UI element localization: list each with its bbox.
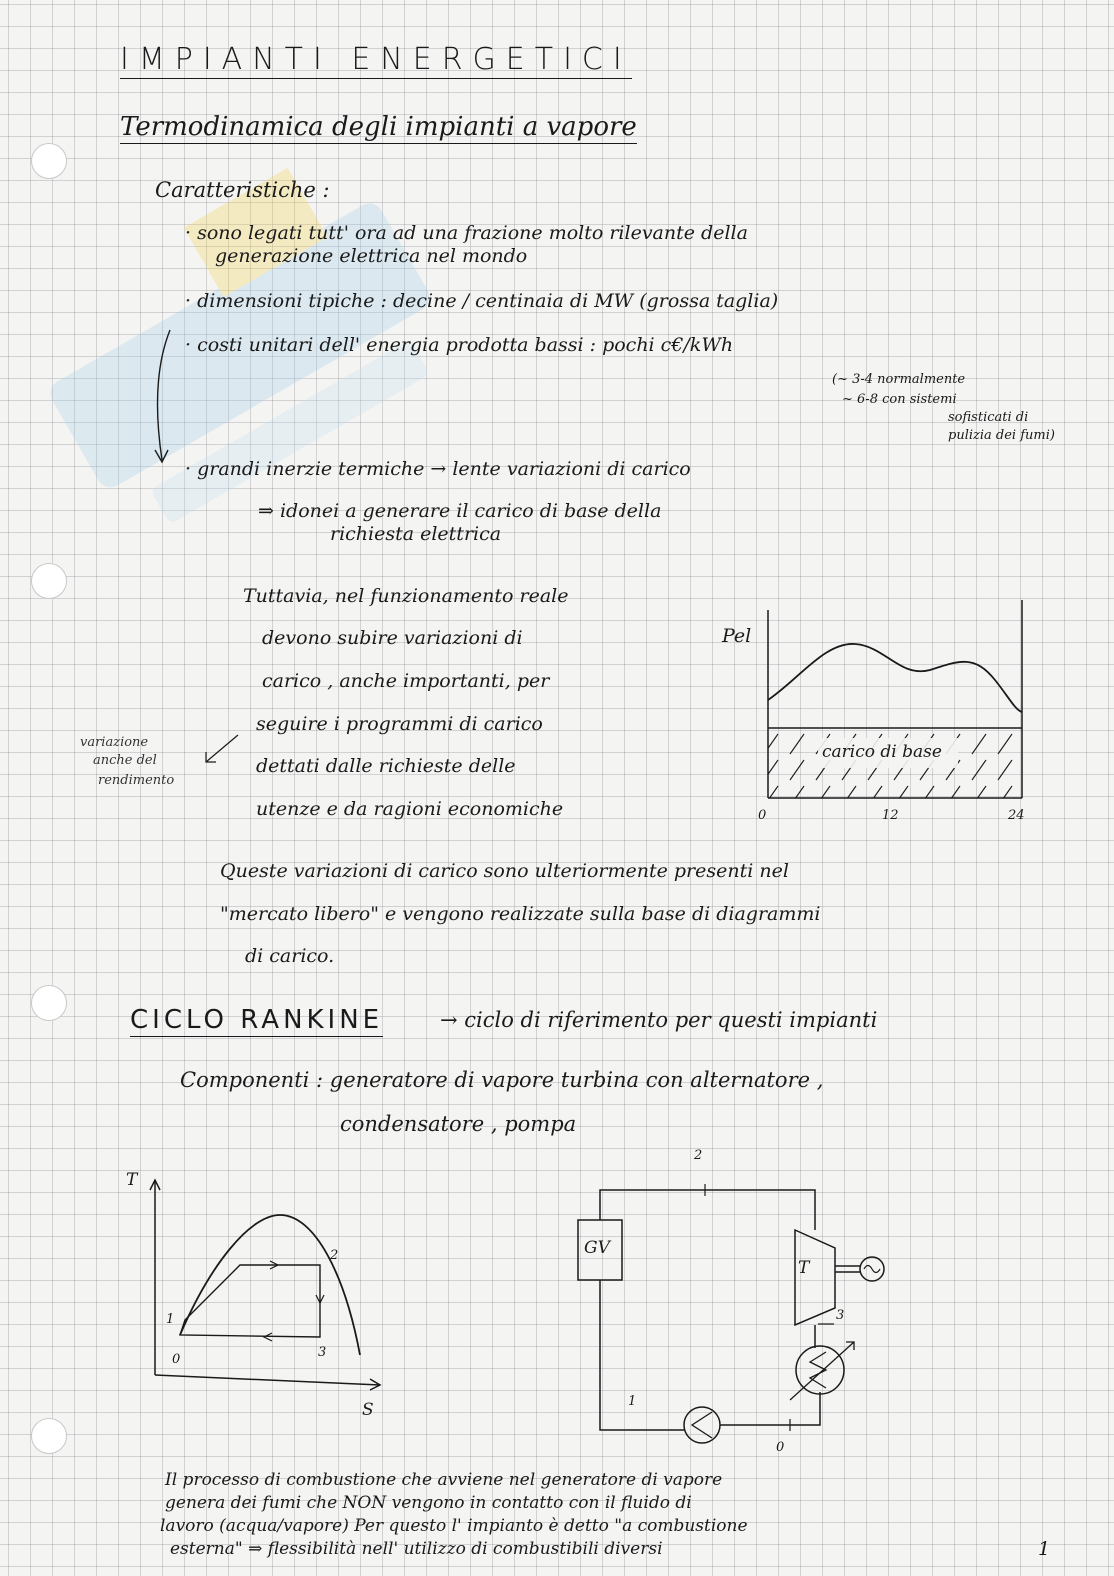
turbine-label: T xyxy=(798,1258,810,1278)
rankine-reference: → ciclo di riferimento per questi impianti xyxy=(440,1008,878,1032)
section-heading-steam-plants: Termodinamica degli impianti a vapore xyxy=(120,112,637,142)
plant-point-1: 1 xyxy=(628,1394,637,1409)
condenser-symbol xyxy=(796,1346,844,1394)
ts-point-1: 1 xyxy=(166,1312,175,1327)
gv-label: GV xyxy=(584,1238,610,1258)
rankine-cycle xyxy=(180,1265,320,1337)
para-line-2: "mercato libero" e vengono realizzate sulla base di diagrammi xyxy=(220,903,821,925)
cost-note-4: pulizia dei fumi) xyxy=(948,428,1055,443)
pump-symbol xyxy=(684,1407,720,1443)
plant-point-3: 3 xyxy=(836,1308,845,1323)
section-heading-rankine: CICLO RANKINE xyxy=(130,1005,384,1035)
bullet-1-line-2: generazione elettrica nel mondo xyxy=(215,245,528,267)
punch-hole-3 xyxy=(31,985,67,1021)
ts-x-axis xyxy=(155,1375,380,1385)
ts-point-0: 0 xyxy=(172,1352,181,1367)
cost-note-1: (~ 3-4 normalmente xyxy=(832,372,966,387)
ts-point-2: 2 xyxy=(330,1248,339,1263)
however-line-6: utenze e da ragioni economiche xyxy=(256,798,564,820)
base-load-label: carico di base xyxy=(822,742,942,762)
bullet-4-line-2: ⇒ idonei a generare il carico di base della xyxy=(258,500,662,522)
bottom-line-3: lavoro (acqua/vapore) Per questo l' impianto è detto "a combustione xyxy=(160,1516,748,1536)
cost-note-3: sofisticati di xyxy=(948,410,1029,425)
load-chart-tick-12: 12 xyxy=(882,808,899,823)
ts-point-3: 3 xyxy=(318,1345,327,1360)
page-title: IMPIANTI ENERGETICI xyxy=(120,42,632,77)
punch-hole-2 xyxy=(31,563,67,599)
punch-hole-1 xyxy=(31,143,67,179)
however-line-3: carico , anche importanti, per xyxy=(262,670,550,692)
ts-x-axis-label: S xyxy=(362,1400,374,1420)
load-chart-tick-24: 24 xyxy=(1008,808,1025,823)
bracket-arrow xyxy=(140,320,200,470)
load-chart-ylabel: Pel xyxy=(722,625,752,647)
load-chart-tick-0: 0 xyxy=(758,808,767,823)
para-line-1: Queste variazioni di carico sono ulteriormente presenti nel xyxy=(220,860,789,882)
bullet-4-line-1: · grandi inerzie termiche → lente variazioni di carico xyxy=(185,458,691,480)
load-curve xyxy=(768,644,1022,712)
side-note-arrow xyxy=(198,730,248,770)
bullet-2: · dimensioni tipiche : decine / centinaia di MW (grossa taglia) xyxy=(185,290,779,312)
feedwater-line xyxy=(600,1280,685,1430)
however-line-5: dettati dalle richieste delle xyxy=(256,755,516,777)
cost-note-2: ~ 6-8 con sistemi xyxy=(842,392,957,407)
plant-point-0: 0 xyxy=(776,1440,785,1455)
components-line-2: condensatore , pompa xyxy=(340,1112,577,1136)
subheading-characteristics: Caratteristiche : xyxy=(155,178,330,202)
components-line-1: Componenti : generatore di vapore turbina con alternatore , xyxy=(180,1068,824,1092)
bottom-line-1: Il processo di combustione che avviene nel generatore di vapore xyxy=(165,1470,723,1490)
side-note-3: rendimento xyxy=(98,773,175,788)
punch-hole-4 xyxy=(31,1418,67,1454)
plant-point-2: 2 xyxy=(694,1148,703,1163)
bullet-4-line-3: richiesta elettrica xyxy=(330,523,502,545)
load-chart xyxy=(760,600,1030,810)
side-note-1: variazione xyxy=(80,735,149,750)
however-line-4: seguire i programmi di carico xyxy=(256,713,543,735)
however-line-1: Tuttavia, nel funzionamento reale xyxy=(243,585,569,607)
condensate-line xyxy=(720,1392,820,1425)
however-line-2: devono subire variazioni di xyxy=(262,627,523,649)
ts-y-axis-label: T xyxy=(126,1170,138,1190)
bullet-3: · costi unitari dell' energia prodotta bassi : pochi c€/kWh xyxy=(185,334,734,356)
page-number: 1 xyxy=(1038,1538,1051,1560)
bullet-1-line-1: · sono legati tutt' ora ad una frazione molto rilevante della xyxy=(185,222,748,244)
side-note-2: anche del xyxy=(93,753,157,768)
bottom-line-4: esterna" ⇒ flessibilità nell' utilizzo di combustibili diversi xyxy=(170,1539,663,1559)
plant-schematic xyxy=(570,1170,890,1440)
para-line-3: di carico. xyxy=(245,945,335,967)
bottom-line-2: genera dei fumi che NON vengono in contatto con il fluido di xyxy=(165,1493,692,1513)
steam-line xyxy=(600,1190,815,1230)
